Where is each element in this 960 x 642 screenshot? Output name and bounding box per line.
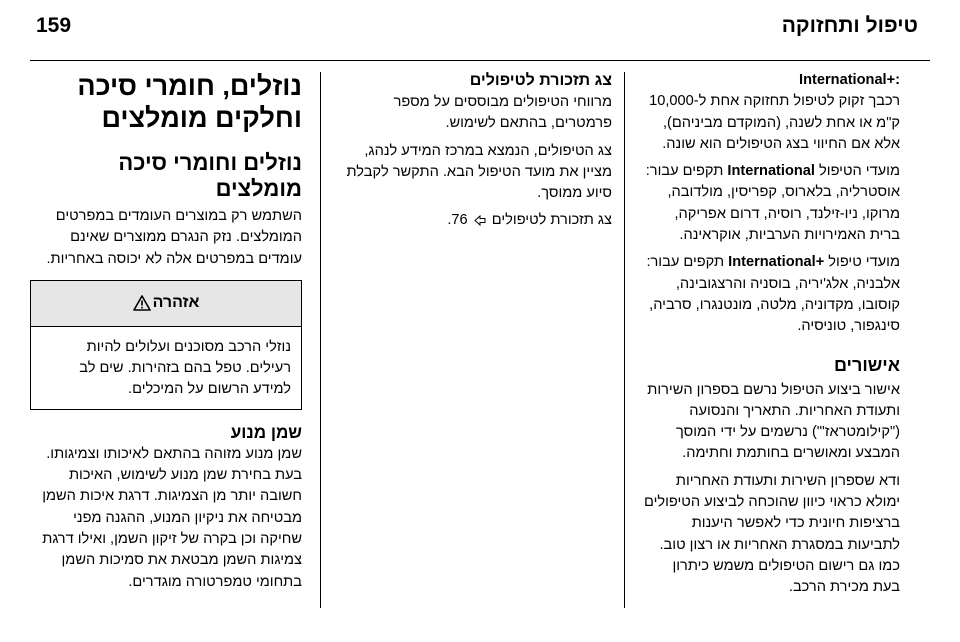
- page-header: [0, 0, 960, 62]
- warning-body: [31, 327, 301, 409]
- warning-label: אזהרה: [152, 294, 200, 312]
- service-display-text-2: צג הטיפולים, הנמצא במרכז המידע לנהג, מציין את מועד הטיפול הבא. התקשר לקבלת סיוע ממוסך.: [346, 142, 612, 202]
- left-column: [30, 70, 302, 603]
- warning-text: נוזלי הרכב מסוכנים ועלולים להיות רעילים. טפל בהם בזהירות. שים לב למידע הרשום על המיכלים.: [79, 338, 291, 398]
- page-title: טיפול ותחזוקה: [781, 14, 918, 37]
- international-plus-countries: מועדי טיפול International+ תקפים עבור: אלבניה, אלג'יריה, בוסניה והרצגובינה, קוסובו, מקדוניה, מלטה, מונטנגרו, סרביה, סינגפור, טוניסיה.: [646, 254, 900, 335]
- service-display-cross-reference[interactable]: צג תזכורת לטיפולים 76.: [447, 212, 612, 229]
- column-divider-left: [320, 72, 321, 608]
- approvals-heading: אישורים: [833, 354, 900, 375]
- service-display-text-1: מרווחי הטיפולים מבוססים על מספר פרמטרים, בהתאם לשימוש.: [393, 94, 612, 132]
- cross-reference-page: 76: [451, 212, 468, 229]
- approvals-text-1: אישור ביצוע הטיפול נרשם בספרון השירות ותעודת האחריות. התאריך והנסועה ("קילומטראז'") נרשמים על ידי המוסך המבצע ומאושרים בחותמת וחתימה.: [647, 381, 900, 462]
- warning-header: [31, 281, 301, 327]
- international-plus-heading: International+:: [799, 72, 900, 88]
- approvals-text-2: ודא שספרון השירות ותעודת האחריות ימולא כראוי כיוון שהוכחה לביצוע הטיפולים ברציפות חיונית כדי לאפשר היענות לתביעות במסגרת האחריות או רצון טוב. כמו גם רישום הטיפולים משמש כיתרון בעת מכירת הרכב.: [643, 472, 900, 596]
- engine-oil-text: שמן מנוע מזוהה בהתאם לאיכותו וצמיגותו. בעת בחירת שמן מנוע לשימוש, האיכות חשובה יותר מן הצמיגות. דרגת איכות השמן מבטיחה את ניקיון המנוע, ההגנה מפני שחיקה וכן בקרה של זיקון השמן, ואילו דרגת צמיגות השמן מבטאת את סמיכות השמן בתחומי טמפרטורה מוגדרים.: [42, 445, 302, 590]
- warning-box: [30, 280, 302, 410]
- international-plus-text: רכבך זקוק לטיפול תחזוקה אחת ל-10,000 ק"מ או אחת לשנה, (המוקדם מביניהם), אלא אם החיווי בצג הטיפולים הוא שונה.: [649, 93, 900, 152]
- subsection-title: נוזלים וחומרי סיכה מומלצים: [118, 150, 302, 201]
- service-display-heading: צג תזכורת לטיפולים: [469, 72, 612, 89]
- section-title: נוזלים, חומרי סיכה וחלקים מומלצים: [77, 71, 302, 133]
- engine-oil-heading: שמן מנוע: [230, 422, 302, 442]
- international-countries: מועדי הטיפול International תקפים עבור: אוסטרליה, בלארוס, קפריסין, מולדובה, מרוקו, ניו-זילנד, רוסיה, דרום אפריקה, ברית האמירויות הערביות, אוקראינה.: [645, 163, 900, 244]
- cross-reference-label: צג תזכורת לטיפולים: [491, 212, 612, 229]
- right-column: [642, 70, 900, 605]
- header-rule: [30, 60, 930, 61]
- column-divider-right: [624, 72, 625, 608]
- warning-triangle-icon: [133, 295, 151, 311]
- subsection-text: השתמש רק במוצרים העומדים במפרטים המומלצים. נזק הנגרם ממוצרים שאינם עומדים במפרטים אלה לא יכוסה באחריות.: [46, 208, 302, 267]
- arrow-reference-icon: [474, 215, 486, 226]
- page-number: 159: [36, 14, 72, 37]
- middle-column: [346, 70, 612, 238]
